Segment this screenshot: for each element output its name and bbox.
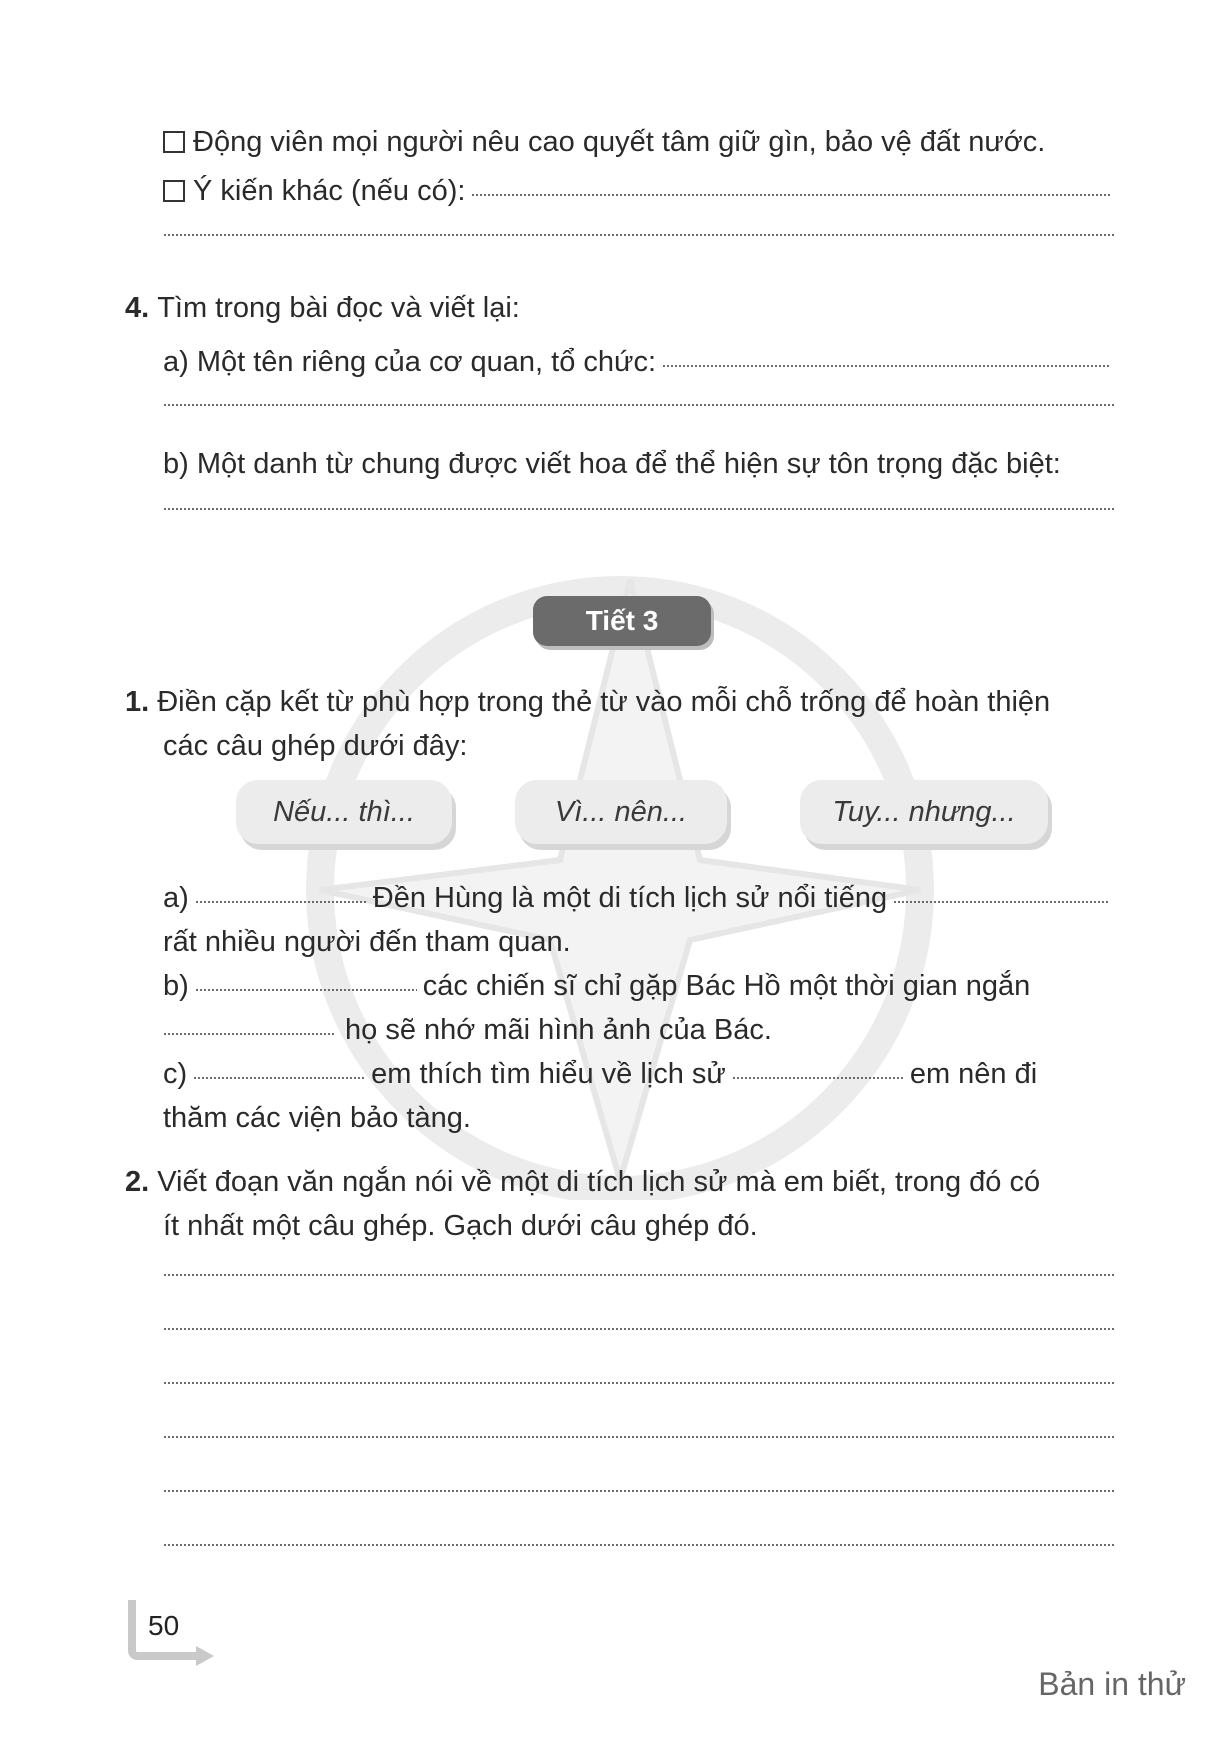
page-number: 50 <box>148 1610 180 1641</box>
trial-print-label: Bản in thử <box>1038 1666 1186 1702</box>
answer-dotted-line[interactable] <box>662 365 1110 367</box>
blank-dotted-line[interactable] <box>893 901 1110 903</box>
answer-dotted-line[interactable] <box>163 234 1116 236</box>
checkbox-icon[interactable] <box>163 180 185 202</box>
word-card-neu-thi[interactable]: Nếu... thì... <box>236 780 452 844</box>
t3-question-2: 2. Viết đoạn văn ngắn nói về một di tích lịch sử mà em biết, trong đó có <box>125 1166 1041 1198</box>
question-4b: b) Một danh từ chung được viết hoa để thể hiện sự tôn trọng đặc biệt: <box>163 448 1061 480</box>
sentence-b: b) các chiến sĩ chỉ gặp Bác Hồ một thời gian ngắn <box>163 970 1031 1002</box>
blank-dotted-line[interactable] <box>193 1077 365 1079</box>
section-title-badge: Tiết 3 <box>533 596 711 646</box>
t3-question-1: 1. Điền cặp kết từ phù hợp trong thẻ từ vào mỗi chỗ trống để hoàn thiện <box>125 686 1051 718</box>
writing-dotted-line[interactable] <box>163 1274 1116 1276</box>
writing-dotted-line[interactable] <box>163 1328 1116 1330</box>
question-4: 4. Tìm trong bài đọc và viết lại: <box>125 292 520 324</box>
writing-dotted-line[interactable] <box>163 1544 1116 1546</box>
blank-dotted-line[interactable] <box>732 1077 904 1079</box>
blank-dotted-line[interactable] <box>195 989 417 991</box>
option-encourage: Động viên mọi người nêu cao quyết tâm giữ gìn, bảo vệ đất nước. <box>163 126 1116 159</box>
option-other: Ý kiến khác (nếu có): <box>163 175 1116 208</box>
question-4a: a) Một tên riêng của cơ quan, tổ chức: <box>163 346 1116 379</box>
writing-dotted-line[interactable] <box>163 1382 1116 1384</box>
blank-dotted-line[interactable] <box>163 1033 335 1035</box>
sentence-a: a) Đền Hùng là một di tích lịch sử nổi tiếng <box>163 882 1116 915</box>
writing-dotted-line[interactable] <box>163 1490 1116 1492</box>
answer-dotted-line[interactable] <box>163 404 1116 406</box>
answer-dotted-line[interactable] <box>163 508 1116 510</box>
word-card-vi-nen[interactable]: Vì... nên... <box>515 780 727 844</box>
writing-dotted-line[interactable] <box>163 1436 1116 1438</box>
answer-dotted-line[interactable] <box>471 194 1110 196</box>
sentence-c: c) em thích tìm hiểu về lịch sử em nên đi <box>163 1058 1038 1090</box>
word-card-tuy-nhung[interactable]: Tuy... nhưng... <box>800 780 1048 844</box>
checkbox-icon[interactable] <box>163 131 185 153</box>
blank-dotted-line[interactable] <box>195 901 367 903</box>
